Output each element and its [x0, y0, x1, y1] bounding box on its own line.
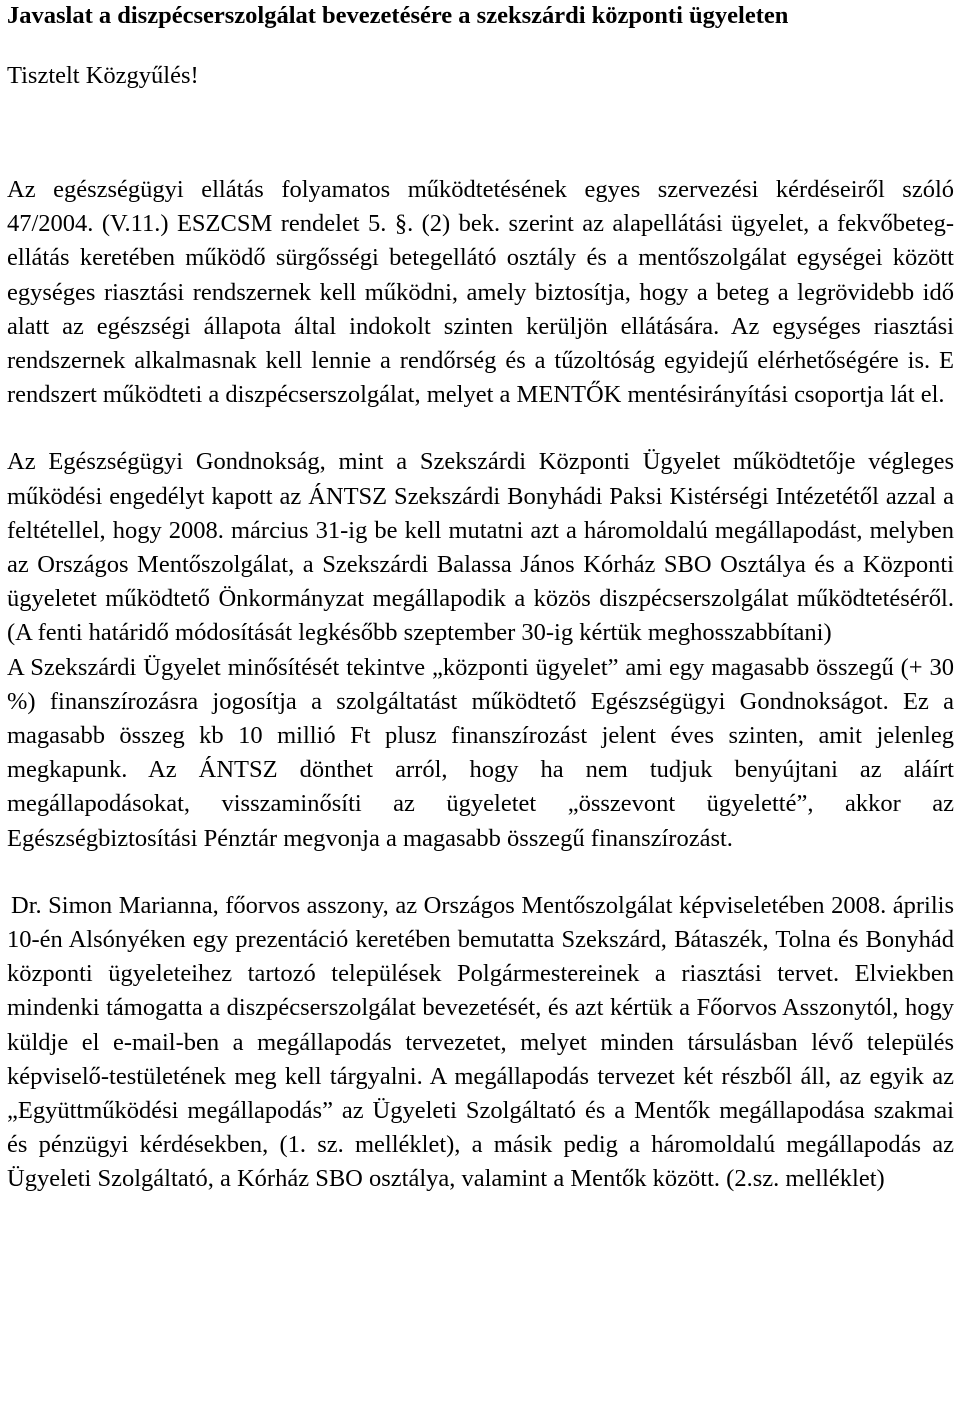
document-title: Javaslat a diszpécserszolgálat bevezetésére a szekszárdi központi ügyeleten: [7, 2, 789, 29]
paragraph-operating-license: Az Egészségügyi Gondnokság, mint a Szekszárdi Központi Ügyelet működtetője végleges működési engedélyt kapott az ÁNTSZ Szekszárdi Bonyhádi Paksi Kistérségi Intézetétől azzal a feltétellel, hogy 2008. március 31-ig be kell mutatni azt a háromoldalú megállapodást, melyben az Országos Mentőszolgálat, a Szekszárdi Balassa János Kórház SBO Osztálya és a Központi ügyeletet működtető Önkormányzat megállapodik a közös diszpécserszolgálat működtetéséről. (A fenti határidő módosítását legkésőbb szeptember 30-ig kértük meghosszabbítani): [7, 448, 954, 647]
paragraph-regulation: Az egészségügyi ellátás folyamatos működtetésének egyes szervezési kérdéseiről szóló 47/2004. (V.11.) ESZCSM rendelet 5. §. (2) bek. szerint az alapellátási ügyelet, a fekvőbeteg-ellátás keretében működő sürgősségi betegellátó osztály és a mentőszolgálat egységei között egységes riasztási rendszernek kell működni, amely biztosítja, hogy a beteg a legrövidebb idő alatt az egészségi állapota által indokolt szinten kerüljön ellátására. Az egységes riasztási rendszernek alkalmasnak kell lennie a rendőrség és a tűzoltóság egyidejű elérhetőségére is. E rendszert működteti a diszpécserszolgálat, melyet a MENTŐK mentésirányítási csoportja lát el.: [7, 176, 954, 409]
paragraph-presentation: Dr. Simon Marianna, főorvos asszony, az Országos Mentőszolgálat képviseletében 2008. április 10-én Alsónyéken egy prezentáció keretében bemutatta Szekszárd, Bátaszék, Tolna és Bonyhád központi ügyeleteihez tartozó települések Polgármestereinek a riasztási tervet. Elviekben mindenki támogatta a diszpécserszolgálat bevezetését, és azt kértük a Főorvos Asszonytól, hogy küldje el e-mail-ben a megállapodás tervezetet, melyet minden társulásban lévő település képviselő-testületének meg kell tárgyalni. A megállapodás tervezet két részből áll, az egyik az „Együttműködési megállapodás” az Ügyeleti Szolgáltató és a Mentők megállapodása szakmai és pénzügyi kérdésekben, (1. sz. melléklet), a másik pedig a háromoldalú megállapodás az Ügyeleti Szolgáltató, a Kórház SBO osztálya, valamint a Mentők között. (2.sz. melléklet): [7, 891, 954, 1193]
document-page: [7, 0, 954, 1197]
paragraph-central-duty-financing: A Szekszárdi Ügyelet minősítését tekintve „központi ügyelet” ami egy magasabb összegű (+ 30 %) finanszírozásra jogosítja a szolgáltatást működtető Egészségügyi Gondnokságot. Ez a magasabb összeg kb 10 millió Ft plusz finanszírozást jelent éves szinten, amit jelenleg megkapunk. Az ÁNTSZ dönthet arról, hogy ha nem tudjuk benyújtani az aláírt megállapodásokat, visszaminősíti az ügyeletet „összevont ügyeletté”, akkor az Egészségbiztosítási Pénztár megvonja a magasabb összegű finanszírozást.: [7, 653, 954, 852]
salutation: Tisztelt Közgyűlés!: [7, 62, 199, 89]
